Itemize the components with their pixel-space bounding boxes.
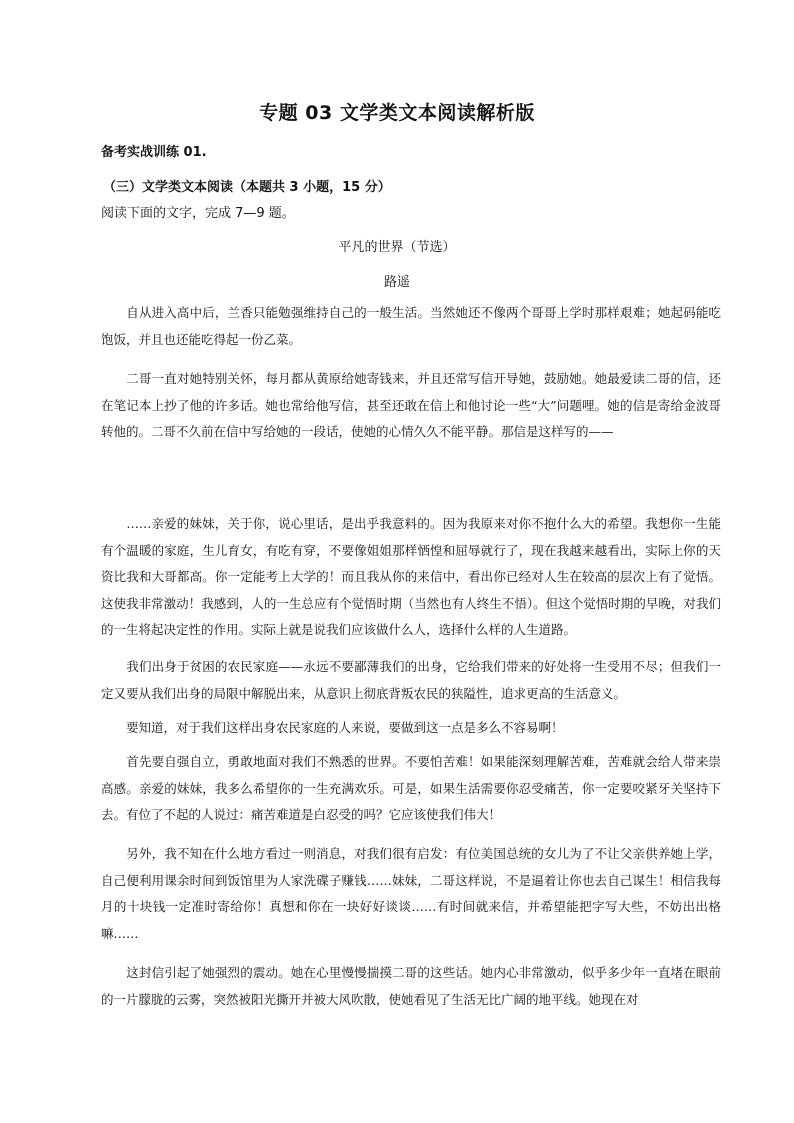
training-label: 备考实战训练 01.: [101, 145, 207, 160]
article-author: 路遥: [383, 275, 410, 290]
paragraph-1: 自从进入高中后，兰香只能勉强维持自己的一般生活。当然她还不像两个哥哥上学时那样艰难；她起码能吃饱饭，并且也还能吃得起一份乙菜。: [101, 305, 721, 347]
article-title: 平凡的世界（节选）: [338, 240, 456, 255]
paragraph-7: 另外，我不知在什么地方看过一则消息，对我们很有启发：有位美国总统的女儿为了不让父亲供养她上学，自己便利用课余时间到饭馆里为人家洗碟子赚钱……妹妹，二哥这样说，不是逼着让你也去自己谋生！相信我每月的十块钱一定准时寄给你！真想和你在一块好好谈谈……有时间就来信，并希望能把字写大些，不妨出出格嘛……: [101, 846, 721, 941]
paragraph-4: 我们出身于贫困的农民家庭——永远不要鄙薄我们的出身，它给我们带来的好处将一生受用不尽；但我们一定又要从我们出身的局限中解脱出来，从意识上彻底背叛农民的狭隘性，追求更高的生活意义。: [101, 659, 721, 701]
paragraph-8: 这封信引起了她强烈的震动。她在心里慢慢揣摸二哥的这些话。她内心非常激动，似乎多少年一直堵在眼前的一片朦胧的云雾，突然被阳光撕开并被大风吹散，使她看见了生活无比广阔的地平线。她现在对: [101, 965, 721, 1007]
paragraph-5: 要知道，对于我们这样出身农民家庭的人来说，要做到这一点是多么不容易啊！: [101, 720, 564, 735]
document-title: 专题 03 文学类文本阅读解析版: [259, 102, 535, 124]
paragraph-2: 二哥一直对她特别关怀，每月都从黄原给她寄钱来，并且还常写信开导她，鼓励她。她最爱读二哥的信，还在笔记本上抄了他的许多话。她也常给他写信，甚至还敢在信上和他讨论一些“大”问题哩。她的信是寄给金波哥转他的。二哥不久前在信中写给她的一段话，使她的心情久久不能平静。那信是这样写的——: [101, 371, 721, 439]
section-heading: （三）文学类文本阅读（本题共 3 小题，15 分）: [103, 180, 391, 195]
paragraph-3: ……亲爱的妹妹，关于你，说心里话，是出乎我意料的。因为我原来对你不抱什么大的希望。我想你一生能有个温暖的家庭，生儿育女，有吃有穿，不要像姐姐那样恓惶和屈辱就行了，现在我越来越看出，实际上你的天资比我和大哥都高。你一定能考上大学的！而且我从你的来信中，看出你已经对人生在较高的层次上有了觉悟。这使我非常激动！我感到，人的一生总应有个觉悟时期（当然也有人终生不悟）。但这个觉悟时期的早晚，对我们的一生将起决定性的作用。实际上就是说我们应该做什么人，选择什么样的人生道路。: [101, 516, 721, 637]
paragraph-6: 首先要自强自立，勇敢地面对我们不熟悉的世界。不要怕苦难！如果能深刻理解苦难，苦难就会给人带来崇高感。亲爱的妹妹，我多么希望你的一生充满欢乐。可是，如果生活需要你忍受痛苦，你一定要咬紧牙关坚持下去。有位了不起的人说过：痛苦难道是白忍受的吗？它应该使我们伟大！: [101, 754, 721, 822]
instruction-text: 阅读下面的文字，完成 7—9 题。: [101, 206, 295, 221]
